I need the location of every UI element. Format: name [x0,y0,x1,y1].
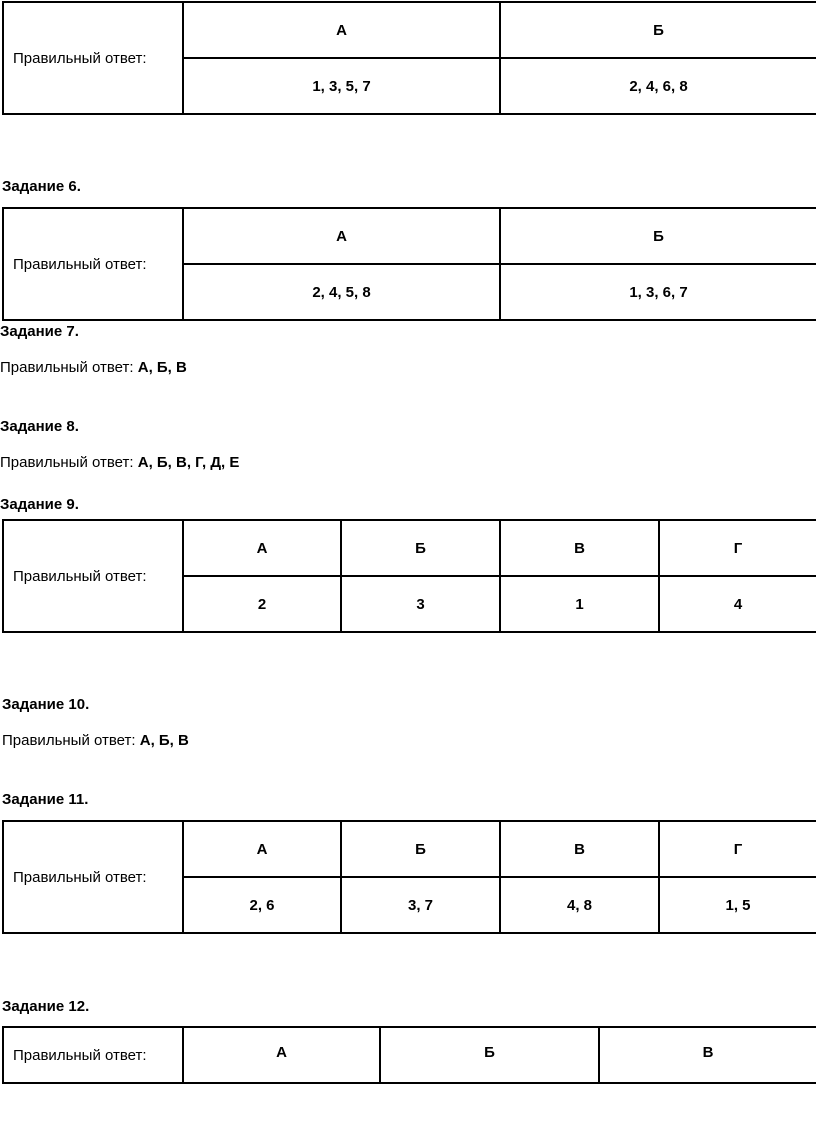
task12-answer-table [2,1026,816,1084]
value-cell: 3, 7 [341,877,500,933]
value-cell: 2, 4, 5, 8 [183,264,500,320]
answer-label: Правильный ответ: [3,821,183,933]
answer-label: Правильный ответ: [3,1027,183,1083]
answer-label: Правильный ответ: [0,359,138,376]
answer-label: Правильный ответ: [3,208,183,320]
task9-answer-table [2,519,816,633]
header-cell: А [183,2,500,58]
header-cell: Г [659,520,816,576]
task11-heading: Задание 11. [2,791,89,808]
header-cell: Б [500,2,816,58]
task7-answer-line [0,359,187,377]
task8-heading: Задание 8. [0,418,79,435]
value-cell: 4, 8 [500,877,659,933]
value-cell: 2, 4, 6, 8 [500,58,816,114]
task7-heading: Задание 7. [0,323,79,340]
value-cell: 3 [341,576,500,632]
value-cell: 4 [659,576,816,632]
task10-answer-line [2,732,189,750]
task5-answer-table [2,1,816,115]
value-cell: 1, 5 [659,877,816,933]
answer-label: Правильный ответ: [3,2,183,114]
answer-value: А, Б, В [139,732,189,749]
task9-heading: Задание 9. [0,496,79,513]
value-cell: 2 [183,576,341,632]
answer-value: А, Б, В [137,359,187,376]
value-cell: 1, 3, 6, 7 [500,264,816,320]
header-cell: Б [380,1027,599,1083]
answer-value: А, Б, В, Г, Д, Е [137,454,240,471]
header-cell: А [183,821,341,877]
header-cell: В [599,1027,816,1083]
answer-label: Правильный ответ: [3,520,183,632]
header-cell: Г [659,821,816,877]
value-cell: 1 [500,576,659,632]
header-cell: А [183,1027,380,1083]
header-cell: Б [341,520,500,576]
task12-heading: Задание 12. [2,998,90,1015]
answer-label: Правильный ответ: [0,454,138,471]
task6-heading: Задание 6. [2,178,81,195]
task8-answer-line [0,454,239,472]
answer-label: Правильный ответ: [2,732,140,749]
header-cell: А [183,208,500,264]
header-cell: В [500,821,659,877]
header-cell: Б [341,821,500,877]
task10-heading: Задание 10. [2,696,90,713]
header-cell: А [183,520,341,576]
task11-answer-table [2,820,816,934]
header-cell: Б [500,208,816,264]
value-cell: 2, 6 [183,877,341,933]
task6-answer-table [2,207,816,321]
header-cell: В [500,520,659,576]
value-cell: 1, 3, 5, 7 [183,58,500,114]
